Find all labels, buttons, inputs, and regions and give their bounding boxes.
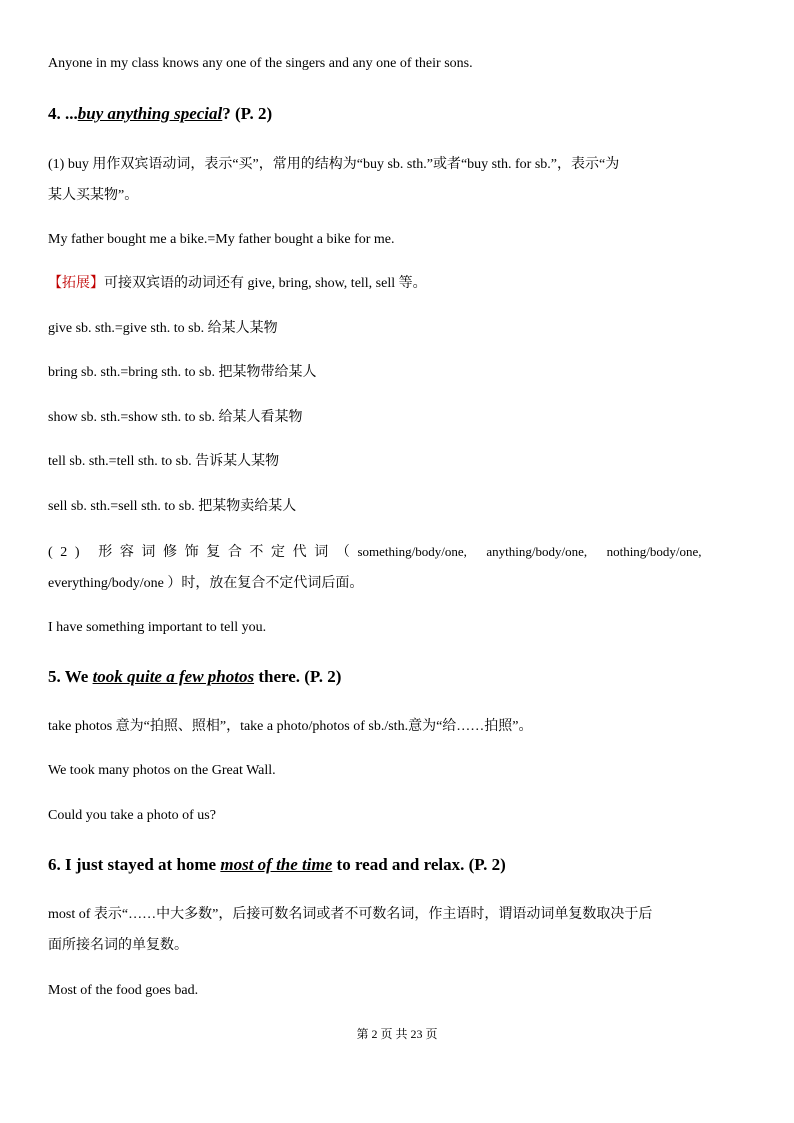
- phrase-item: bring sb. sth.=bring sth. to sb. 把某物带给某人: [48, 365, 317, 380]
- example-sentence: We took many photos on the Great Wall.: [48, 763, 276, 778]
- paragraph-line: 面所接名词的单复数。: [48, 938, 188, 953]
- extension-tag: 【拓展】: [48, 276, 104, 291]
- section-heading-5: 5. We took quite a few photos there. (P. 2): [48, 667, 342, 686]
- phrase-item: sell sb. sth.=sell sth. to sb. 把某物卖给某人: [48, 499, 297, 514]
- heading-phrase: buy anything special: [77, 104, 223, 123]
- phrase-item: show sb. sth.=show sth. to sb. 给某人看某物: [48, 410, 303, 425]
- heading-phrase: took quite a few photos: [92, 667, 255, 686]
- example-sentence: I have something important to tell you.: [48, 620, 267, 635]
- explanation-paragraph: [48, 149, 748, 211]
- phrase-item: tell sb. sth.=tell sth. to sb. 告诉某人某物: [48, 454, 280, 469]
- example-sentence: Most of the food goes bad.: [48, 983, 199, 998]
- explanation-paragraph: [48, 899, 748, 961]
- page-footer: 第 2 页 共 23 页: [356, 1027, 438, 1041]
- paragraph-line: (1) buy 用作双宾语动词，表示“买”，常用的结构为“buy sb. sth.”或者“buy sth. for sb.”，表示“为: [48, 157, 620, 172]
- section-heading-4: 4. ...buy anything special? (P. 2): [48, 104, 273, 123]
- example-sentence: Could you take a photo of us?: [48, 808, 216, 823]
- heading-phrase: most of the time: [220, 855, 333, 874]
- paragraph-line: most of 表示“……中大多数”，后接可数名词或者不可数名词，作主语时，谓语动词单复数取决于后: [48, 907, 653, 922]
- explanation-line: take photos 意为“拍照、照相”，take a photo/photos of sb./sth.意为“给……拍照”。: [48, 719, 533, 734]
- example-sentence: Anyone in my class knows any one of the singers and any one of their sons.: [48, 56, 473, 71]
- paragraph-line: everything/body/one ）时，放在复合不定代词后面。: [48, 576, 364, 591]
- extension-note: 【拓展】可接双宾语的动词还有 give, bring, show, tell, sell 等。: [48, 276, 427, 291]
- section-heading-6: 6. I just stayed at home most of the time to read and relax. (P. 2): [48, 855, 506, 874]
- phrase-item: give sb. sth.=give sth. to sb. 给某人某物: [48, 321, 278, 336]
- paragraph-line: 某人买某物”。: [48, 188, 139, 203]
- explanation-paragraph: (2) 形容词修饰复合不定代词（something/body/one, anything/body/one, nothing/body/one, everything/body/one ）时，放在复合不定代词后面。: [48, 544, 702, 591]
- example-sentence: My father bought me a bike.=My father bought a bike for me.: [48, 232, 395, 247]
